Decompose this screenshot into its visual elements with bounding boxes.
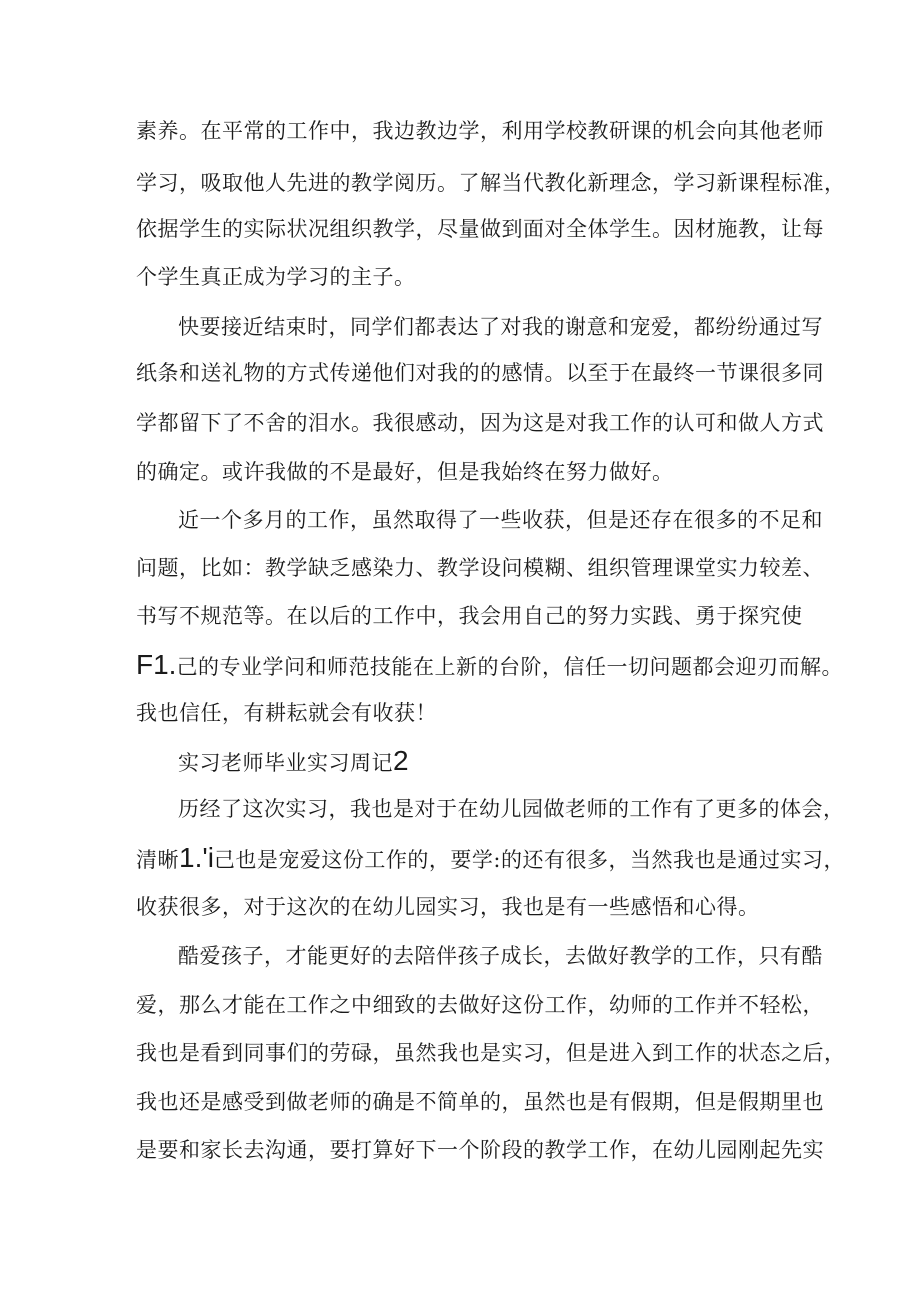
text-line: 学习，吸取他人先进的教学阅历。了解当代教化新理念，学习新课程标准，	[136, 171, 846, 195]
text-line: 学都留下了不舍的泪水。我很感动，因为这是对我工作的认可和做人方式	[136, 411, 824, 435]
paragraph-first-line: 酷爱孩子，才能更好的去陪伴孩子成长，去做好教学的工作，只有酷	[178, 944, 823, 968]
text-line: 我也是看到同事们的劳碌，虽然我也是实习，但是进入到工作的状态之后，	[136, 1041, 846, 1065]
text-line: 收获很多，对于这次的在幼儿园实习，我也是有一些感悟和心得。	[136, 895, 760, 919]
text-line: 个学生真正成为学习的主子。	[136, 265, 416, 289]
text-line: 我也还是感受到做老师的确是不简单的，虽然也是有假期，但是假期里也	[136, 1090, 824, 1114]
section-heading	[178, 746, 409, 778]
ocr-artifact-f1: F1.	[136, 649, 177, 680]
paragraph-first-line: 历经了这次实习，我也是对于在幼儿园做老师的工作有了更多的体会，	[178, 797, 845, 821]
section-heading-text: 实习老师毕业实习周记	[178, 751, 393, 775]
text-line-content: 己也是宠爱这份工作的，要学:的还有很多，当然我也是通过实习，	[213, 848, 845, 872]
text-line: 书写不规范等。在以后的工作中，我会用自己的努力实践、勇于探究使	[136, 604, 803, 628]
text-line-content: 己的专业学问和师范技能在上新的台阶，信任一切问题都会迎刃而解。	[176, 655, 843, 679]
text-line: 素养。在平常的工作中，我边教边学，利用学校教研课的机会向其他老师	[136, 119, 824, 143]
ocr-artifact-1i: 1.'i	[179, 842, 214, 873]
section-heading-number: 2	[393, 745, 409, 776]
text-line: 问题，比如：教学缺乏感染力、教学设问模糊、组织管理课堂实力较差、	[136, 556, 824, 580]
text-line: 我也信任，有耕耘就会有收获！	[136, 701, 437, 725]
text-line: 的确定。或许我做的不是最好，但是我始终在努力做好。	[136, 460, 674, 484]
text-line: 是要和家长去沟通，要打算好下一个阶段的教学工作，在幼儿园刚起先实	[136, 1138, 824, 1162]
text-line-prefix: 清晰	[136, 848, 179, 872]
paragraph-first-line: 快要接近结束时，同学们都表达了对我的谢意和宠爱，都纷纷通过写	[178, 315, 823, 339]
text-line	[136, 650, 843, 682]
text-line: 爱，那么才能在工作之中细致的去做好这份工作，幼师的工作并不轻松，	[136, 993, 824, 1017]
text-line: 纸条和送礼物的方式传递他们对我的的感情。以至于在最终一节课很多同	[136, 361, 824, 385]
text-line	[136, 843, 845, 875]
paragraph-first-line: 近一个多月的工作，虽然取得了一些收获，但是还存在很多的不足和	[178, 508, 823, 532]
text-line: 依据学生的实际状况组织教学，尽量做到面对全体学生。因材施教，让每	[136, 217, 824, 241]
